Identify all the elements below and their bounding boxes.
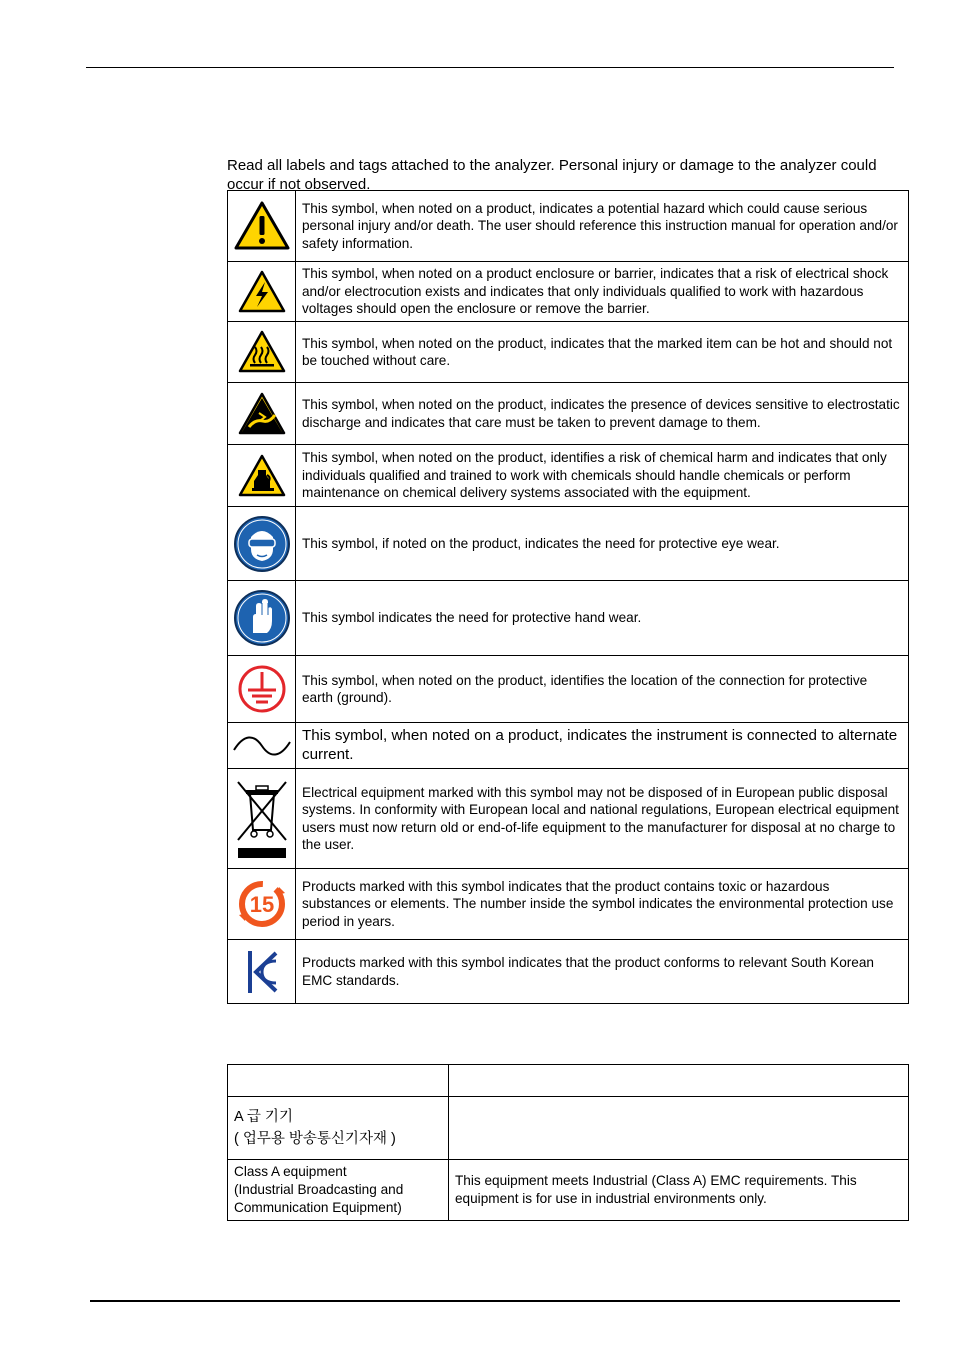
symbol-row xyxy=(228,383,909,445)
electrical-hazard-icon xyxy=(228,262,296,322)
symbol-description: This symbol indicates the need for protective hand wear. xyxy=(296,581,909,656)
symbol-row xyxy=(228,262,909,322)
symbol-description: Products marked with this symbol indicates that the product contains toxic or hazardous substances or elements. The number inside the symbol indicates the environmental protection use period in years. xyxy=(296,869,909,940)
protective-earth-icon xyxy=(228,656,296,723)
symbol-description: Electrical equipment marked with this symbol may not be disposed of in European public disposal systems. In conformity with European local and national regulations, European electrical equipment users must now return old or end-of-life equipment to the manufacturer for disposal at no charge to the user. xyxy=(296,769,909,869)
kc-header-cell xyxy=(449,1065,909,1097)
electrostatic-discharge-icon xyxy=(228,383,296,445)
kc-header-row xyxy=(228,1065,909,1097)
safety-symbols-table xyxy=(227,190,909,1004)
footer-rule xyxy=(90,1300,900,1302)
symbol-row xyxy=(228,191,909,262)
symbol-row xyxy=(228,769,909,869)
class-a-line: Communication Equipment) xyxy=(234,1200,402,1215)
symbol-description: This symbol, when noted on a product enclosure or barrier, indicates that a risk of electrical shock and/or electrocution exists and indicates that only individuals qualified to work with hazardous voltages should open the enclosure or remove the barrier. xyxy=(296,262,909,322)
symbol-description: This symbol, if noted on the product, indicates the need for protective eye wear. xyxy=(296,507,909,581)
alternating-current-icon xyxy=(228,723,296,769)
korean-emc-class-table xyxy=(227,1064,909,1221)
symbol-row xyxy=(228,507,909,581)
symbol-row xyxy=(228,322,909,383)
symbol-description: This symbol, when noted on the product, identifies the location of the connection for protective earth (ground). xyxy=(296,656,909,723)
symbol-description: This symbol, when noted on a product, indicates a potential hazard which could cause serious personal injury and/or death. The user should reference this instruction manual for operation and/or safety information. xyxy=(296,191,909,262)
intro-paragraph: Read all labels and tags attached to the analyzer. Personal injury or damage to the analyzer could occur if not observed. xyxy=(227,157,877,193)
symbol-row xyxy=(228,723,909,769)
korean-description-cell xyxy=(449,1097,909,1160)
environmental-protection-15-icon xyxy=(228,869,296,940)
env-period-number: 15 xyxy=(249,892,274,917)
class-a-cell xyxy=(228,1160,449,1221)
symbol-description: Products marked with this symbol indicates that the product conforms to relevant South Korean EMC standards. xyxy=(296,940,909,1004)
korean-class-sublabel: ( 업무용 방송통신기자재 ) xyxy=(234,1131,396,1147)
symbol-description: This symbol, when noted on the product, indicates the presence of devices sensitive to electrostatic discharge and indicates that care must be taken to prevent damage to them. xyxy=(296,383,909,445)
symbol-row xyxy=(228,581,909,656)
header-rule xyxy=(86,67,894,68)
hot-surface-icon xyxy=(228,322,296,383)
symbol-row xyxy=(228,445,909,507)
korean-class-cell xyxy=(228,1097,449,1160)
symbol-description: This symbol, when noted on the product, indicates that the marked item can be hot and should not be touched without care. xyxy=(296,322,909,383)
eye-protection-icon xyxy=(228,507,296,581)
kc-header-cell xyxy=(228,1065,449,1097)
weee-crossed-bin-icon xyxy=(228,769,296,869)
warning-triangle-icon xyxy=(228,191,296,262)
korean-class-label: A 급 기기 xyxy=(234,1109,293,1125)
kc-korean-row xyxy=(228,1097,909,1160)
hand-protection-icon xyxy=(228,581,296,656)
class-a-line: (Industrial Broadcasting and xyxy=(234,1182,404,1197)
class-a-line: Class A equipment xyxy=(234,1164,347,1179)
symbol-row xyxy=(228,869,909,940)
class-a-description: This equipment meets Industrial (Class A) EMC requirements. This equipment is for use in industrial environments only. xyxy=(449,1160,909,1221)
symbol-row xyxy=(228,656,909,723)
chemical-hazard-icon xyxy=(228,445,296,507)
kc-mark-icon xyxy=(228,940,296,1004)
symbol-description: This symbol, when noted on the product, identifies a risk of chemical harm and indicates that only individuals qualified and trained to work with chemicals should handle chemicals or perform maintenance on chemical delivery systems associated with the equipment. xyxy=(296,445,909,507)
symbol-row xyxy=(228,940,909,1004)
symbol-description: This symbol, when noted on a product, indicates the instrument is connected to alternate current. xyxy=(296,723,909,769)
kc-english-row xyxy=(228,1160,909,1221)
